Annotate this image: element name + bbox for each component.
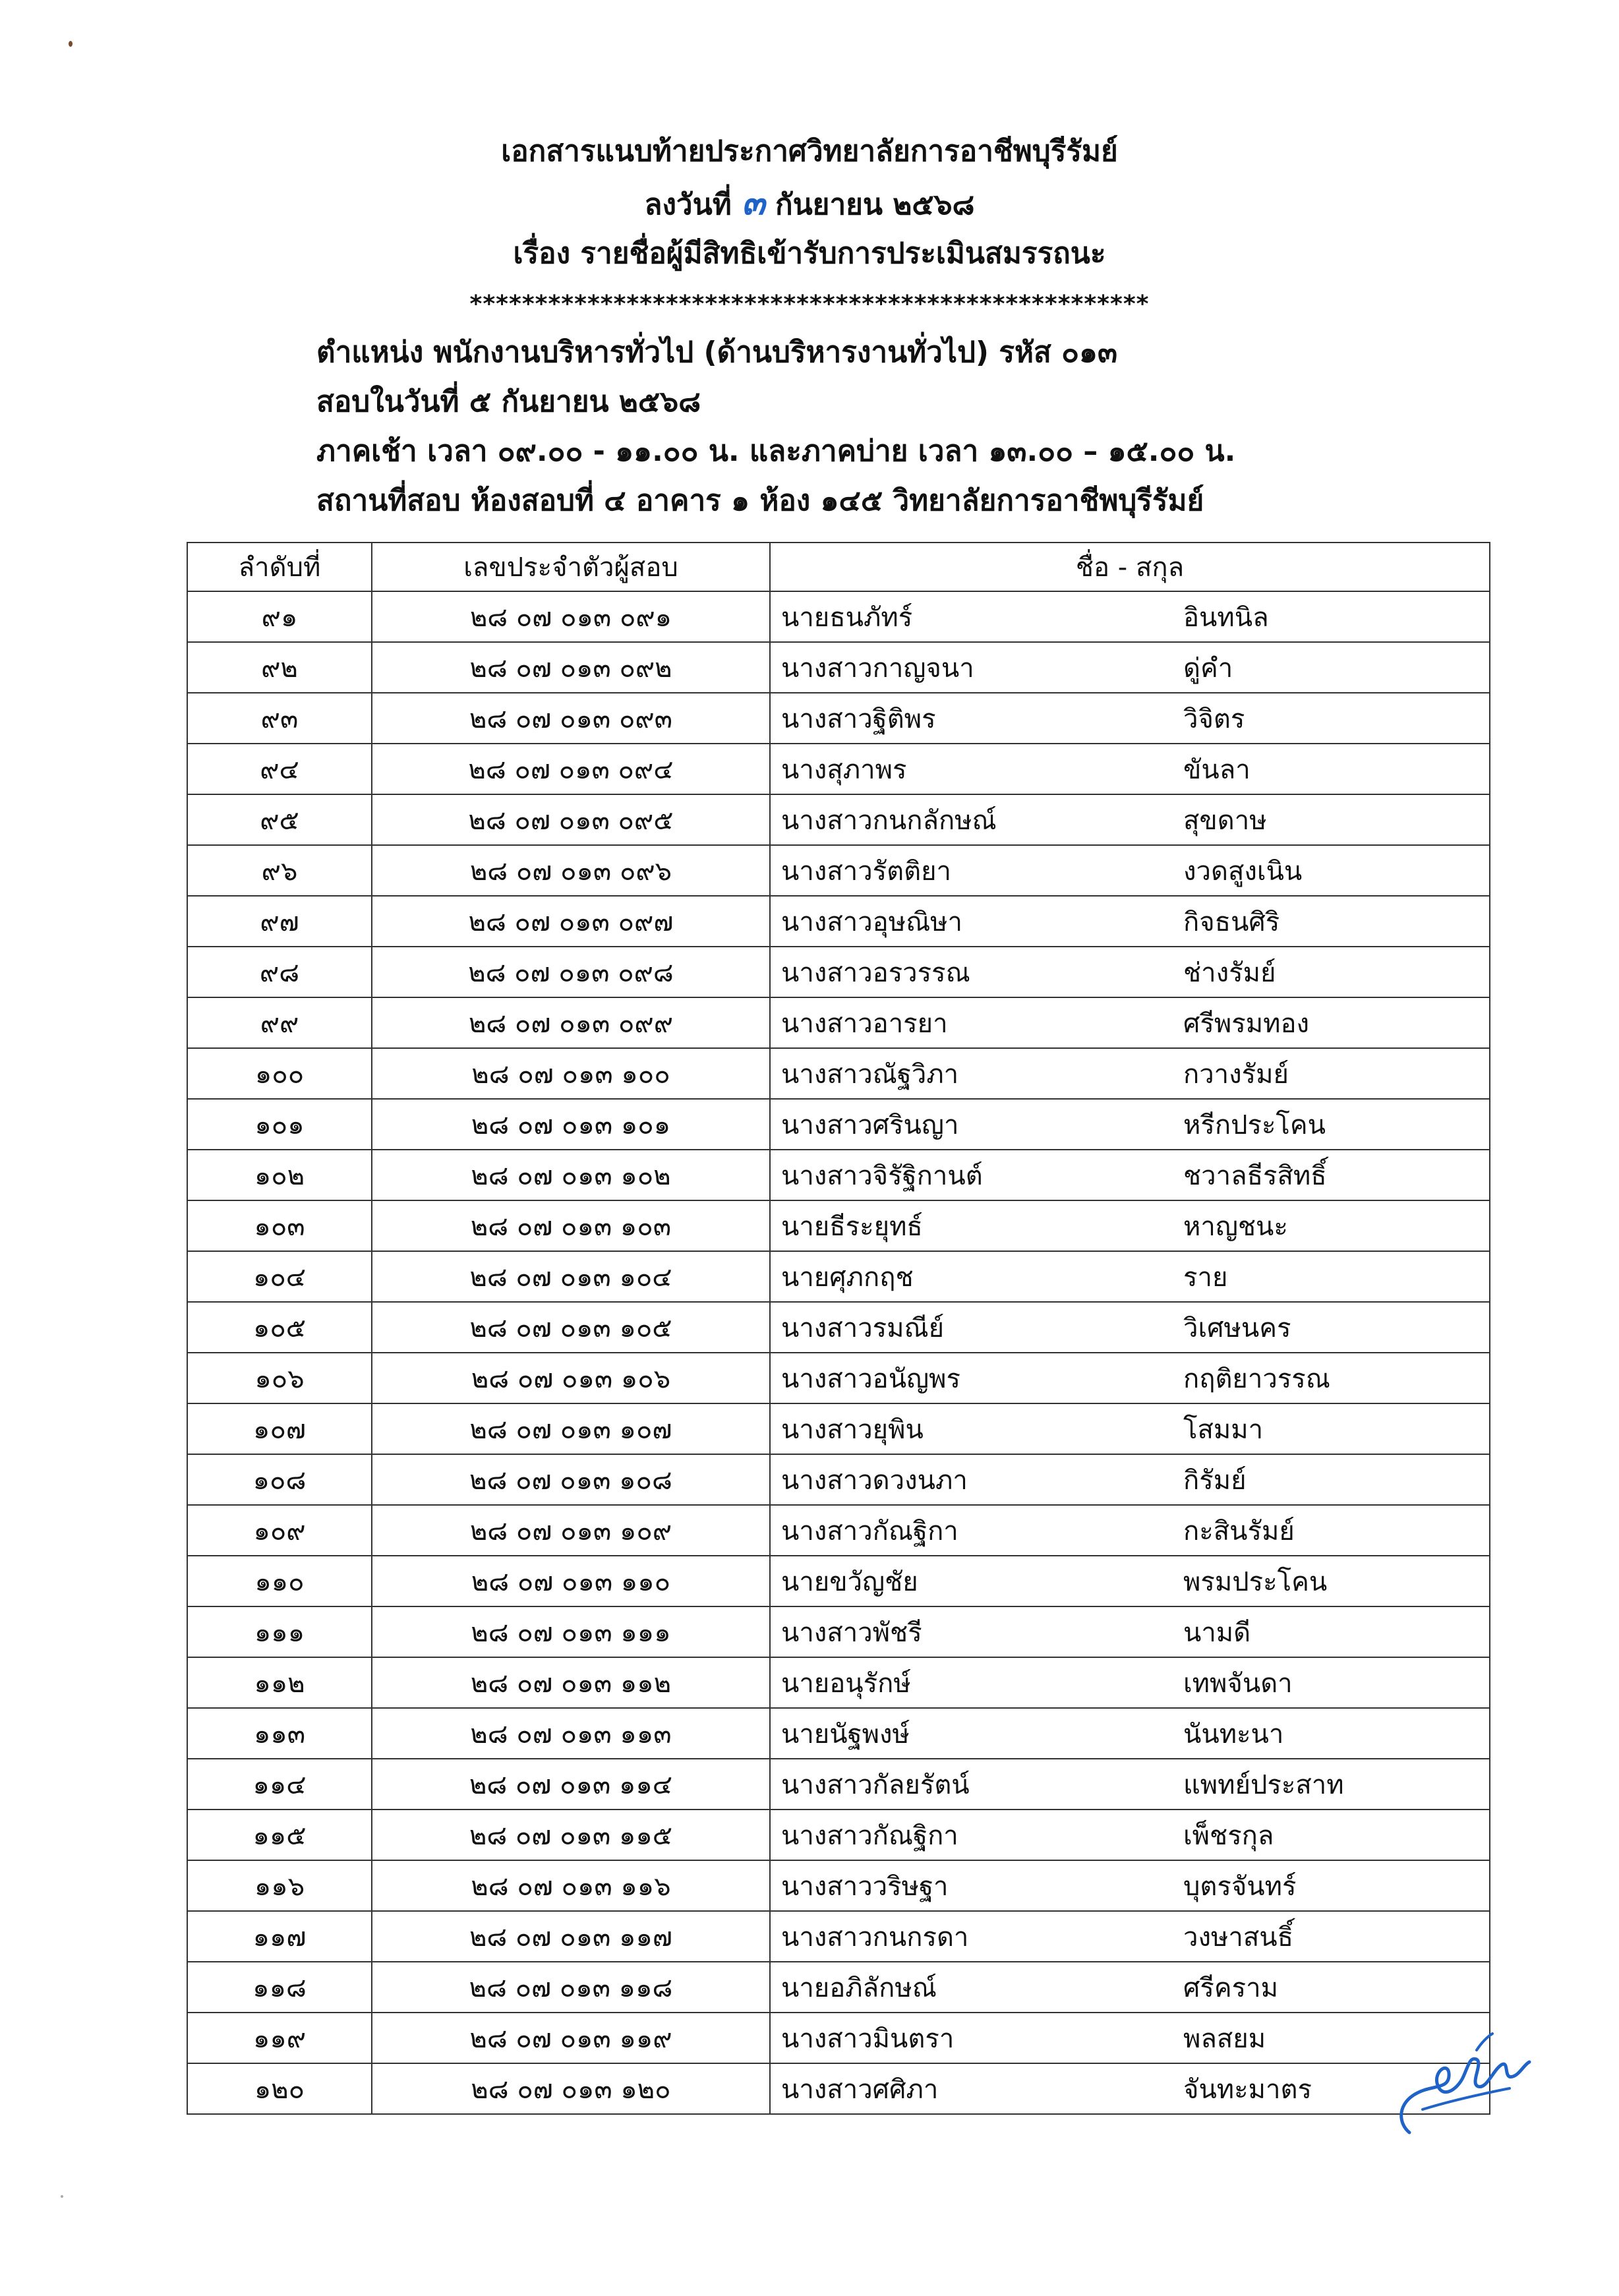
candidate-name <box>770 1911 1490 1962</box>
last-name: พลสยม <box>1183 2023 1266 2054</box>
date-suffix: กันยายน ๒๕๖๘ <box>775 188 975 221</box>
last-name: วงษาสนธิ์ <box>1183 1922 1293 1953</box>
first-name: นางสุภาพร <box>781 754 907 785</box>
first-name: นางสาวศศิภา <box>781 2074 939 2105</box>
row-number: ๑๐๒ <box>187 1150 372 1200</box>
first-name: นางสาวยุพิน <box>781 1414 924 1445</box>
table-row <box>187 1810 1490 1860</box>
row-number: ๙๑ <box>187 591 372 642</box>
table-row <box>187 1759 1490 1810</box>
row-number: ๙๗ <box>187 896 372 947</box>
table-row <box>187 947 1490 997</box>
first-name: นางสาวกัณฐิกา <box>781 1820 958 1851</box>
table-row <box>187 1251 1490 1302</box>
last-name: ดู่คำ <box>1183 653 1233 684</box>
candidate-name <box>770 642 1490 693</box>
row-number: ๑๐๖ <box>187 1353 372 1403</box>
position-line: ตำแหน่ง พนักงานบริหารทั่วไป (ด้านบริหารงานทั่วไป) รหัส ๐๑๓ <box>316 336 1118 369</box>
candidate-name <box>770 1302 1490 1353</box>
first-name: นายธีระยุทธ์ <box>781 1211 923 1242</box>
last-name: ศรีคราม <box>1183 1972 1278 2003</box>
candidate-name <box>770 1657 1490 1708</box>
candidate-id: ๒๘ ๐๗ ๐๑๓ ๑๐๒ <box>372 1150 770 1200</box>
candidate-id: ๒๘ ๐๗ ๐๑๓ ๐๙๕ <box>372 794 770 845</box>
candidate-id: ๒๘ ๐๗ ๐๑๓ ๑๑๑ <box>372 1606 770 1657</box>
last-name: กิรัมย์ <box>1183 1465 1247 1496</box>
table-row <box>187 1911 1490 1962</box>
candidate-name <box>770 1759 1490 1810</box>
col-header-no: ลำดับที่ <box>187 543 372 591</box>
row-number: ๙๖ <box>187 845 372 896</box>
col-header-name: ชื่อ - สกุล <box>770 543 1490 591</box>
table-row <box>187 2063 1490 2114</box>
last-name: หาญชนะ <box>1183 1211 1288 1242</box>
last-name: อินทนิล <box>1183 602 1269 633</box>
last-name: วิจิตร <box>1183 703 1245 734</box>
row-number: ๑๑๙ <box>187 2013 372 2063</box>
doc-title: เอกสารแนบท้ายประกาศวิทยาลัยการอาชีพบุรีรัมย์ <box>501 134 1118 168</box>
table-row <box>187 1860 1490 1911</box>
candidate-name <box>770 1505 1490 1556</box>
first-name: นายอนุรักษ์ <box>781 1668 911 1699</box>
row-number: ๑๑๐ <box>187 1556 372 1606</box>
first-name: นางสาวกนกรดา <box>781 1922 969 1953</box>
candidate-id: ๒๘ ๐๗ ๐๑๓ ๑๑๙ <box>372 2013 770 2063</box>
candidate-id: ๒๘ ๐๗ ๐๑๓ ๑๑๓ <box>372 1708 770 1759</box>
first-name: นางสาวดวงนภา <box>781 1465 968 1496</box>
table-row <box>187 1403 1490 1454</box>
candidate-name <box>770 1860 1490 1911</box>
first-name: นางสาวจิรัฐิกานต์ <box>781 1160 983 1191</box>
candidate-name <box>770 744 1490 794</box>
last-name: สุขดาษ <box>1183 805 1267 836</box>
table-row <box>187 1353 1490 1403</box>
scan-speck <box>69 41 73 47</box>
last-name: งวดสูงเนิน <box>1183 856 1303 887</box>
candidate-id: ๒๘ ๐๗ ๐๑๓ ๑๐๙ <box>372 1505 770 1556</box>
last-name: กิจธนศิริ <box>1183 906 1280 937</box>
first-name: นายธนภัทร์ <box>781 602 913 633</box>
candidate-id: ๒๘ ๐๗ ๐๑๓ ๑๑๘ <box>372 1962 770 2013</box>
table-row <box>187 1962 1490 2013</box>
table-row <box>187 1099 1490 1150</box>
scan-speck <box>61 2195 63 2198</box>
candidate-id: ๒๘ ๐๗ ๐๑๓ ๐๙๓ <box>372 693 770 744</box>
candidate-id: ๒๘ ๐๗ ๐๑๓ ๐๙๑ <box>372 591 770 642</box>
row-number: ๙๕ <box>187 794 372 845</box>
table-row <box>187 1556 1490 1606</box>
candidate-id: ๒๘ ๐๗ ๐๑๓ ๑๑๕ <box>372 1810 770 1860</box>
row-number: ๑๐๓ <box>187 1200 372 1251</box>
candidate-name <box>770 1810 1490 1860</box>
row-number: ๙๒ <box>187 642 372 693</box>
table-row <box>187 1454 1490 1505</box>
table-row <box>187 1505 1490 1556</box>
row-number: ๙๘ <box>187 947 372 997</box>
row-number: ๑๐๕ <box>187 1302 372 1353</box>
exam-place-line: สถานที่สอบ ห้องสอบที่ ๔ อาคาร ๑ ห้อง ๑๔๕ วิทยาลัยการอาชีพบุรีรัมย์ <box>316 484 1204 517</box>
first-name: นางสาวอรวรรณ <box>781 957 970 988</box>
first-name: นางสาวอารยา <box>781 1008 948 1039</box>
last-name: โสมมา <box>1183 1414 1264 1445</box>
last-name: ขันลา <box>1183 754 1251 785</box>
first-name: นางสาวรัตติยา <box>781 856 952 887</box>
row-number: ๙๓ <box>187 693 372 744</box>
candidate-name <box>770 896 1490 947</box>
row-number: ๑๑๗ <box>187 1911 372 1962</box>
first-name: นายนัฐพงษ์ <box>781 1719 910 1750</box>
table-row <box>187 642 1490 693</box>
candidate-id: ๒๘ ๐๗ ๐๑๓ ๑๑๐ <box>372 1556 770 1606</box>
row-number: ๑๒๐ <box>187 2063 372 2114</box>
candidate-name <box>770 1556 1490 1606</box>
last-name: เพ็ชรกุล <box>1183 1820 1274 1851</box>
date-prefix: ลงวันที่ <box>644 188 732 221</box>
first-name: นางสาวอนัญพร <box>781 1363 960 1394</box>
table-row <box>187 1708 1490 1759</box>
first-name: นางสาวฐิติพร <box>781 703 936 734</box>
candidate-id: ๒๘ ๐๗ ๐๑๓ ๑๑๔ <box>372 1759 770 1810</box>
candidate-name <box>770 1200 1490 1251</box>
row-number: ๑๑๘ <box>187 1962 372 2013</box>
candidate-name <box>770 591 1490 642</box>
first-name: นางสาวมินตรา <box>781 2023 955 2054</box>
handwritten-day: ๓ <box>742 183 765 223</box>
row-number: ๙๔ <box>187 744 372 794</box>
first-name: นางสาวกนกลักษณ์ <box>781 805 997 836</box>
candidate-id: ๒๘ ๐๗ ๐๑๓ ๐๙๗ <box>372 896 770 947</box>
first-name: นางสาววริษฐา <box>781 1871 949 1902</box>
candidate-name <box>770 1708 1490 1759</box>
handwritten-signature <box>1371 2011 1543 2142</box>
candidate-name <box>770 845 1490 896</box>
candidate-name <box>770 1454 1490 1505</box>
candidate-id: ๒๘ ๐๗ ๐๑๓ ๐๙๘ <box>372 947 770 997</box>
first-name: นายศุภกฤช <box>781 1262 914 1293</box>
table-row <box>187 1302 1490 1353</box>
candidate-id: ๒๘ ๐๗ ๐๑๓ ๑๑๒ <box>372 1657 770 1708</box>
table-row <box>187 845 1490 896</box>
last-name: พรมประโคน <box>1183 1566 1328 1597</box>
candidate-name <box>770 1606 1490 1657</box>
exam-time-line: ภาคเช้า เวลา ๐๙.๐๐ - ๑๑.๐๐ น. และภาคบ่าย เวลา ๑๓.๐๐ – ๑๕.๐๐ น. <box>316 434 1236 468</box>
candidate-name <box>770 1353 1490 1403</box>
separator-stars: **************************************************** <box>469 291 1150 318</box>
exam-date-line: สอบในวันที่ ๕ กันยายน ๒๕๖๘ <box>316 385 701 419</box>
last-name: จันทะมาตร <box>1183 2074 1312 2105</box>
row-number: ๑๑๓ <box>187 1708 372 1759</box>
table-row <box>187 896 1490 947</box>
first-name: นางสาวกาญจนา <box>781 653 974 684</box>
candidate-id: ๒๘ ๐๗ ๐๑๓ ๑๐๐ <box>372 1048 770 1099</box>
table-row <box>187 997 1490 1048</box>
row-number: ๑๑๕ <box>187 1810 372 1860</box>
first-name: นางสาวพัชรี <box>781 1617 922 1648</box>
first-name: นางสาวกัณฐิกา <box>781 1516 958 1546</box>
candidate-name <box>770 1251 1490 1302</box>
first-name: นางสาวณัฐวิภา <box>781 1059 959 1090</box>
row-number: ๑๐๗ <box>187 1403 372 1454</box>
table-row <box>187 2013 1490 2063</box>
last-name: ศรีพรมทอง <box>1183 1008 1310 1039</box>
candidate-name <box>770 1150 1490 1200</box>
candidate-name <box>770 1099 1490 1150</box>
row-number: ๑๑๒ <box>187 1657 372 1708</box>
row-number: ๑๐๙ <box>187 1505 372 1556</box>
table-row <box>187 591 1490 642</box>
last-name: แพทย์ประสาท <box>1183 1769 1344 1800</box>
last-name: กะสินรัมย์ <box>1183 1516 1295 1546</box>
first-name: นายขวัญชัย <box>781 1566 918 1597</box>
row-number: ๑๐๘ <box>187 1454 372 1505</box>
last-name: ราย <box>1183 1262 1228 1293</box>
candidate-id: ๒๘ ๐๗ ๐๑๓ ๑๐๘ <box>372 1454 770 1505</box>
candidate-name <box>770 1962 1490 2013</box>
table-row <box>187 1657 1490 1708</box>
last-name: เทพจันดา <box>1183 1668 1293 1699</box>
candidate-id: ๒๘ ๐๗ ๐๑๓ ๑๐๑ <box>372 1099 770 1150</box>
candidate-id: ๒๘ ๐๗ ๐๑๓ ๑๒๐ <box>372 2063 770 2114</box>
table-row <box>187 1150 1490 1200</box>
candidate-id: ๒๘ ๐๗ ๐๑๓ ๐๙๙ <box>372 997 770 1048</box>
doc-date-line <box>0 183 1619 225</box>
candidate-id: ๒๘ ๐๗ ๐๑๓ ๑๐๕ <box>372 1302 770 1353</box>
candidate-name <box>770 693 1490 744</box>
row-number: ๑๑๑ <box>187 1606 372 1657</box>
candidate-name <box>770 1048 1490 1099</box>
last-name: ช่างรัมย์ <box>1183 957 1276 988</box>
candidate-name <box>770 1403 1490 1454</box>
col-header-id: เลขประจำตัวผู้สอบ <box>372 543 770 591</box>
candidate-id: ๒๘ ๐๗ ๐๑๓ ๑๑๗ <box>372 1911 770 1962</box>
candidate-id: ๒๘ ๐๗ ๐๑๓ ๑๑๖ <box>372 1860 770 1911</box>
first-name: นายอภิลักษณ์ <box>781 1972 937 2003</box>
first-name: นางสาวอุษณิษา <box>781 906 962 937</box>
last-name: นันทะนา <box>1183 1719 1284 1750</box>
candidate-id: ๒๘ ๐๗ ๐๑๓ ๑๐๖ <box>372 1353 770 1403</box>
row-number: ๑๑๖ <box>187 1860 372 1911</box>
last-name: บุตรจันทร์ <box>1183 1871 1297 1902</box>
row-number: ๑๑๔ <box>187 1759 372 1810</box>
last-name: หรีกประโคน <box>1183 1109 1326 1140</box>
table-row <box>187 1200 1490 1251</box>
candidate-name <box>770 794 1490 845</box>
last-name: วิเศษนคร <box>1183 1312 1291 1343</box>
first-name: นางสาวกัลยรัตน์ <box>781 1769 970 1800</box>
last-name: นามดี <box>1183 1617 1251 1648</box>
table-row <box>187 1606 1490 1657</box>
table-header-row <box>187 543 1490 591</box>
candidate-name <box>770 947 1490 997</box>
candidate-id: ๒๘ ๐๗ ๐๑๓ ๐๙๒ <box>372 642 770 693</box>
row-number: ๑๐๑ <box>187 1099 372 1150</box>
table-row <box>187 744 1490 794</box>
row-number: ๑๐๐ <box>187 1048 372 1099</box>
row-number: ๙๙ <box>187 997 372 1048</box>
last-name: กฤติยาวรรณ <box>1183 1363 1330 1394</box>
candidate-id: ๒๘ ๐๗ ๐๑๓ ๑๐๓ <box>372 1200 770 1251</box>
candidate-table <box>187 542 1490 2115</box>
table-row <box>187 794 1490 845</box>
first-name: นางสาวรมณีย์ <box>781 1312 945 1343</box>
doc-subject: เรื่อง รายชื่อผู้มีสิทธิเข้ารับการประเมินสมรรถนะ <box>513 237 1106 270</box>
last-name: ชวาลธีรสิทธิ์ <box>1183 1160 1327 1191</box>
candidate-id: ๒๘ ๐๗ ๐๑๓ ๐๙๖ <box>372 845 770 896</box>
table-row <box>187 1048 1490 1099</box>
candidate-id: ๒๘ ๐๗ ๐๑๓ ๐๙๔ <box>372 744 770 794</box>
row-number: ๑๐๔ <box>187 1251 372 1302</box>
candidate-id: ๒๘ ๐๗ ๐๑๓ ๑๐๗ <box>372 1403 770 1454</box>
last-name: กวางรัมย์ <box>1183 1059 1289 1090</box>
first-name: นางสาวศรินญา <box>781 1109 959 1140</box>
table-row <box>187 693 1490 744</box>
candidate-name <box>770 997 1490 1048</box>
candidate-id: ๒๘ ๐๗ ๐๑๓ ๑๐๔ <box>372 1251 770 1302</box>
